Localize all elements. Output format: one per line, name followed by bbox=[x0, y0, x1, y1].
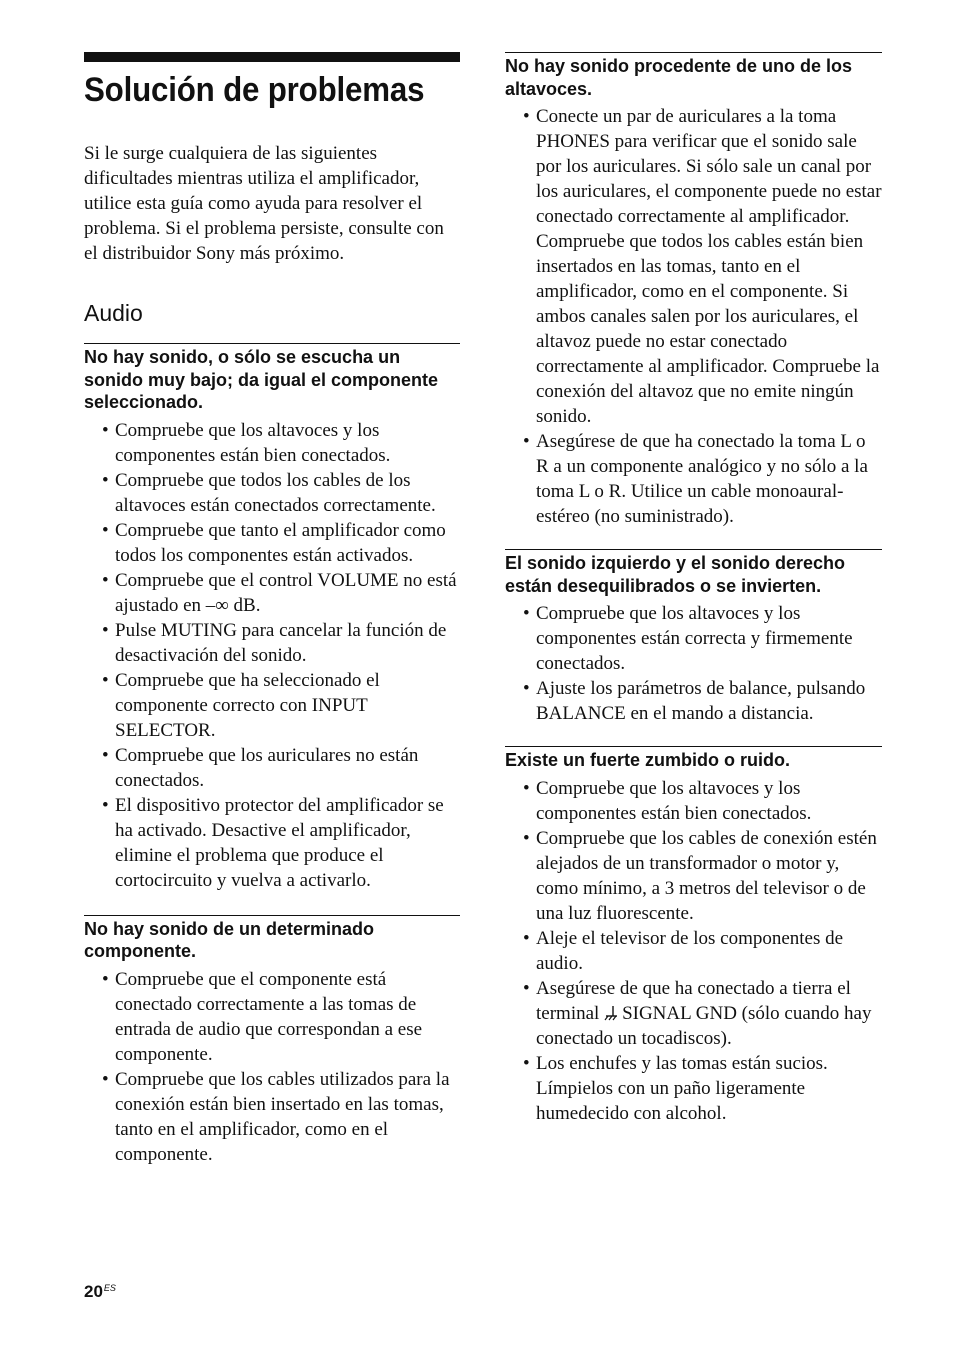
bullet-list bbox=[84, 418, 460, 893]
list-item: • Compruebe que los cables utilizados para la conexión están bien insertado en las tomas, tanto en el amplificador, como en el componente. bbox=[84, 1067, 460, 1167]
list-item: • Compruebe que tanto el amplificador como todos los componentes están activados. bbox=[84, 518, 460, 568]
list-item-ground bbox=[505, 976, 882, 1051]
topic-heading: No hay sonido, o sólo se escucha un sonido muy bajo; da igual el componente seleccionado. bbox=[84, 347, 439, 412]
list-item: • Compruebe que el componente está conectado correctamente a las tomas de entrada de audio que correspondan a ese componente. bbox=[84, 967, 460, 1067]
list-item: • Pulse MUTING para cancelar la función de desactivación del sonido. bbox=[84, 618, 460, 668]
list-item: • Compruebe que los altavoces y los componentes están correcta y firmemente conectados. bbox=[505, 601, 882, 676]
topic-hum-noise bbox=[505, 746, 882, 1126]
title-rule bbox=[84, 52, 460, 62]
topic-heading: No hay sonido procedente de uno de los altavoces. bbox=[505, 56, 853, 99]
ground-icon bbox=[604, 1005, 618, 1021]
topic-no-sound-component bbox=[84, 915, 460, 1167]
list-item: • Compruebe que los cables de conexión estén alejados de un transformador o motor y, como mínimo, a 3 metros del televisor o de una luz fluorescente. bbox=[505, 826, 882, 926]
list-item: • Compruebe que los altavoces y los componentes están bien conectados. bbox=[505, 776, 882, 826]
page-lang: ES bbox=[103, 1283, 116, 1293]
right-column bbox=[505, 52, 882, 1126]
bullet-list bbox=[505, 601, 882, 726]
topic-heading: Existe un fuerte zumbido o ruido. bbox=[505, 750, 791, 770]
list-item: • Compruebe que todos los cables de los altavoces están conectados correctamente. bbox=[84, 468, 460, 518]
list-item-text-tail: SIGNAL GND (sólo cuando hay conectado un tocadiscos). bbox=[536, 1002, 872, 1049]
list-item: • Compruebe que los auriculares no están conectados. bbox=[84, 743, 460, 793]
list-item: • Asegúrese de que ha conectado la toma L o R a un componente analógico y no sólo a la toma L o R. Utilice un cable monoaural-estéreo (no suministrado). bbox=[505, 429, 882, 529]
topic-heading: No hay sonido de un determinado componente. bbox=[84, 918, 375, 961]
topic-unbalanced-sound bbox=[505, 549, 882, 726]
list-item: • Los enchufes y las tomas están sucios. Límpielos con un paño ligeramente humedecido con alcohol. bbox=[505, 1051, 882, 1126]
bullet-list bbox=[505, 776, 882, 1126]
topic-heading: El sonido izquierdo y el sonido derecho están desequilibrados o se invierten. bbox=[505, 553, 846, 596]
intro-paragraph: Si le surge cualquiera de las siguientes dificultades mientras utiliza el amplificador, utilice esta guía como ayuda para resolver el problema. Si el problema persiste, consulte con el distribuidor Sony más próximo. bbox=[84, 143, 444, 264]
list-item: • Aleje el televisor de los componentes de audio. bbox=[505, 926, 882, 976]
left-column bbox=[84, 52, 460, 1167]
page-number-value: 20 bbox=[84, 1282, 103, 1301]
list-item-text: Asegúrese de que ha conectado a tierra el terminal bbox=[536, 977, 851, 1024]
list-item: • El dispositivo protector del amplificador se ha activado. Desactive el amplificador, elimine el problema que produce el cortocircuito y vuelva a activarlo. bbox=[84, 793, 460, 893]
bullet-list bbox=[505, 104, 882, 529]
list-item: • Compruebe que los altavoces y los componentes están bien conectados. bbox=[84, 418, 460, 468]
topic-no-sound-speaker bbox=[505, 52, 882, 529]
page-number bbox=[84, 1282, 116, 1302]
bullet-list bbox=[84, 967, 460, 1167]
list-item: • Conecte un par de auriculares a la toma PHONES para verificar que el sonido sale por los auriculares. Si sólo sale un canal por los auriculares, el componente puede no estar conectado correctamente al amplificador. Compruebe que todos los cables están bien insertados en las tomas, tanto en el amplificador, como en el componente. Si ambos canales salen por los auriculares, el altavoz puede no estar conectado correctamente al amplificador. Compruebe la conexión del altavoz que no emite ningún sonido. bbox=[505, 104, 882, 429]
list-item: • Compruebe que el control VOLUME no está ajustado en –∞ dB. bbox=[84, 568, 460, 618]
section-title-audio: Audio bbox=[84, 300, 143, 326]
list-item: • Ajuste los parámetros de balance, pulsando BALANCE en el mando a distancia. bbox=[505, 676, 882, 726]
list-item: • Compruebe que ha seleccionado el componente correcto con INPUT SELECTOR. bbox=[84, 668, 460, 743]
page-title: Solución de problemas bbox=[84, 71, 425, 109]
topic-no-sound bbox=[84, 343, 460, 893]
